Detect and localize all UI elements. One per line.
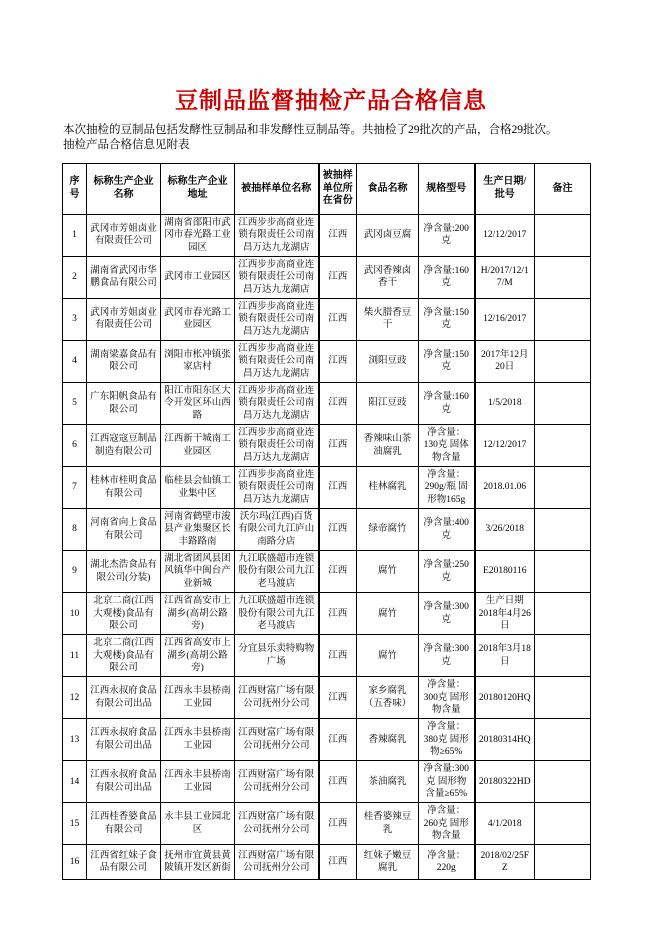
table-cell: 家乡腐乳（五香味） xyxy=(357,677,419,719)
table-cell: 1 xyxy=(63,214,87,256)
table-cell: 分宜县乐卖特购物广场 xyxy=(235,635,319,677)
table-cell xyxy=(535,214,591,256)
header-cell-food-name: 食品名称 xyxy=(357,163,419,214)
table-cell: 江西新干城南工业园区 xyxy=(161,425,235,467)
table-cell: 北京二商(江西大观楼)食品有限公司 xyxy=(87,635,161,677)
table-cell: 江西 xyxy=(319,425,357,467)
table-cell: 江西财富广场有限公司抚州分公司 xyxy=(235,719,319,761)
header-cell-date-batch: 生产日期/批号 xyxy=(475,163,535,214)
table-cell: 沃尔玛(江西)百货有限公司九江庐山南路分店 xyxy=(235,509,319,551)
table-cell: 广东阳帆食品有限公司 xyxy=(87,383,161,425)
table-row xyxy=(63,509,591,551)
table-cell xyxy=(535,256,591,298)
table-cell: 14 xyxy=(63,761,87,803)
table-cell: 3 xyxy=(63,298,87,340)
table-row xyxy=(63,677,591,719)
table-cell: 15 xyxy=(63,803,87,845)
table-cell xyxy=(535,845,591,880)
header-cell-spec: 规格型号 xyxy=(419,163,475,214)
table-cell: 2 xyxy=(63,256,87,298)
table-cell: 江西省红妹子食品有限公司 xyxy=(87,845,161,880)
table-cell: 2018.01.06 xyxy=(475,467,535,509)
table-cell: 江西步步高商业连锁有限责任公司南昌万达九龙湖店 xyxy=(235,340,319,382)
table-cell: 江西永叔府食品有限公司出品 xyxy=(87,719,161,761)
table-body xyxy=(63,214,591,879)
table-cell: 江西永丰县桥南工业园 xyxy=(161,719,235,761)
page-title: 豆制品监督抽检产品合格信息 xyxy=(175,88,487,113)
header-cell-province: 被抽样单位所在省份 xyxy=(319,163,357,214)
table-cell: 江西 xyxy=(319,803,357,845)
table-cell: 江西寇寇豆制品制造有限公司 xyxy=(87,425,161,467)
table-cell: H/2017/12/17/M xyxy=(475,256,535,298)
table-cell: 净含量：220g xyxy=(419,845,475,880)
intro-line-2: 抽检产品合格信息见附表 xyxy=(63,138,190,151)
table-cell: 江西桂香婆食品有限公司 xyxy=(87,803,161,845)
table-cell: 江西财富广场有限公司抚州分公司 xyxy=(235,677,319,719)
table-cell: 20180120HQ xyxy=(475,677,535,719)
table-cell xyxy=(535,593,591,635)
header-cell-producer-name: 标称生产企业名称 xyxy=(87,163,161,214)
table-cell: 红妹子嫩豆腐乳 xyxy=(357,845,419,880)
table-row xyxy=(63,761,591,803)
table-cell: 江西 xyxy=(319,383,357,425)
table-cell: 九江联盛超市连锁股份有限公司九江老马渡店 xyxy=(235,593,319,635)
table-cell: 武冈香辣卤香干 xyxy=(357,256,419,298)
table-cell: 江西 xyxy=(319,593,357,635)
header-cell-serial: 序号 xyxy=(63,163,87,214)
table-cell: 净含量：260克 固形物含量 xyxy=(419,803,475,845)
table-cell: 9 xyxy=(63,551,87,593)
table-row xyxy=(63,214,591,256)
table-row xyxy=(63,467,591,509)
table-cell: 桂林市桂明食品有限公司 xyxy=(87,467,161,509)
table-cell: 永丰县工业园北区 xyxy=(161,803,235,845)
table-cell: 10 xyxy=(63,593,87,635)
table-cell: 江西财富广场有限公司抚州分公司 xyxy=(235,761,319,803)
table-cell: 江西 xyxy=(319,340,357,382)
table-cell: 4/1/2018 xyxy=(475,803,535,845)
table-cell: 12/12/2017 xyxy=(475,214,535,256)
table-cell xyxy=(535,803,591,845)
table-cell: 阳江豆豉 xyxy=(357,383,419,425)
header-cell-remarks: 备注 xyxy=(535,163,591,214)
table-cell: 12 xyxy=(63,677,87,719)
table-cell: 武冈市芳姐卤业有限责任公司 xyxy=(87,214,161,256)
table-cell: 江西永丰县桥南工业园 xyxy=(161,761,235,803)
table-cell xyxy=(535,383,591,425)
table-cell: 江西 xyxy=(319,551,357,593)
table-cell: 腐竹 xyxy=(357,593,419,635)
intro-line-1: 本次抽检的豆制品包括发酵性豆制品和非发酵性豆制品等。共抽检了29批次的产品，合格29批次。 xyxy=(63,124,558,136)
table-cell xyxy=(535,509,591,551)
table-cell: 腐竹 xyxy=(357,551,419,593)
table-cell: 净含量:300克 xyxy=(419,593,475,635)
table-cell: 江西步步高商业连锁有限责任公司南昌万达九龙湖店 xyxy=(235,214,319,256)
table-cell: 江西步步高商业连锁有限责任公司南昌万达九龙湖店 xyxy=(235,383,319,425)
table-row xyxy=(63,256,591,298)
table-cell: 净含量：130克 固体物含量 xyxy=(419,425,475,467)
table-cell: 武冈市春光路工业园区 xyxy=(161,298,235,340)
table-cell: 净含量:160克 xyxy=(419,383,475,425)
table-cell: 净含量：380克 固形物≥65% xyxy=(419,719,475,761)
header-cell-sampled-unit: 被抽样单位名称 xyxy=(235,163,319,214)
table-cell: 浏阳市枨冲镇张家店村 xyxy=(161,340,235,382)
table-cell: 河南省向上食品有限公司 xyxy=(87,509,161,551)
table-cell: 江西 xyxy=(319,719,357,761)
table-cell: 2018年3月18日 xyxy=(475,635,535,677)
table-cell: 茶油腐乳 xyxy=(357,761,419,803)
table-cell: 江西永丰县桥南工业园 xyxy=(161,677,235,719)
table-row xyxy=(63,803,591,845)
table-cell xyxy=(535,551,591,593)
table-cell: 江西永叔府食品有限公司出品 xyxy=(87,677,161,719)
table-cell: 湖南省武冈市华鹏食品有限公司 xyxy=(87,256,161,298)
table-cell: 江西 xyxy=(319,214,357,256)
table-cell: 净含量:150克 xyxy=(419,298,475,340)
table-cell: 江西财富广场有限公司抚州分公司 xyxy=(235,845,319,880)
table-cell xyxy=(535,425,591,467)
table-cell: 湖南省邵阳市武冈市春光路工业园区 xyxy=(161,214,235,256)
header-cell-producer-addr: 标称生产企业地址 xyxy=(161,163,235,214)
table-cell: 江西永叔府食品有限公司出品 xyxy=(87,761,161,803)
table-cell: 净含量:250克 xyxy=(419,551,475,593)
table-cell: 净含量:160克 xyxy=(419,256,475,298)
table-cell: 阳江市阳东区大令开发区环山西路 xyxy=(161,383,235,425)
table-cell: 武冈卤豆腐 xyxy=(357,214,419,256)
table-cell: 江西步步高商业连锁有限责任公司南昌万达九龙湖店 xyxy=(235,256,319,298)
table-cell xyxy=(535,298,591,340)
table-cell: 3/26/2018 xyxy=(475,509,535,551)
table-cell: 湖北省团风县团风镇华中闽台产业新城 xyxy=(161,551,235,593)
table-cell: 绿帝腐竹 xyxy=(357,509,419,551)
table-cell: E20180116 xyxy=(475,551,535,593)
table-cell: 柴火腊香豆干 xyxy=(357,298,419,340)
table-cell: 净含量:150克 xyxy=(419,340,475,382)
table-cell xyxy=(535,677,591,719)
table-cell: 香辣味山茶油腐乳 xyxy=(357,425,419,467)
table-cell: 1/5/2018 xyxy=(475,383,535,425)
header-row xyxy=(63,163,591,214)
table-cell: 湖南梁嘉食品有限公司 xyxy=(87,340,161,382)
table-cell: 湖北杰浩食品有限公司(分装) xyxy=(87,551,161,593)
table-cell: 生产日期2018年4月26日 xyxy=(475,593,535,635)
table-cell: 江西 xyxy=(319,467,357,509)
table-cell: 香辣腐乳 xyxy=(357,719,419,761)
table-cell: 江西步步高商业连锁有限责任公司南昌万达九龙湖店 xyxy=(235,425,319,467)
table-cell xyxy=(535,635,591,677)
table-row xyxy=(63,340,591,382)
table-cell: 净含量：290g/瓶 固形物165g xyxy=(419,467,475,509)
table-cell: 12/12/2017 xyxy=(475,425,535,467)
table-cell xyxy=(535,340,591,382)
table-cell: 16 xyxy=(63,845,87,880)
table-cell: 20180314HQ xyxy=(475,719,535,761)
table-cell xyxy=(535,761,591,803)
table-cell: 北京二商(江西大观楼)食品有限公司 xyxy=(87,593,161,635)
table-cell: 武冈市芳姐卤业有限责任公司 xyxy=(87,298,161,340)
table-cell: 江西省高安市上湖乡(高胡公路旁) xyxy=(161,593,235,635)
table-cell: 净含量:300克 xyxy=(419,635,475,677)
table-row xyxy=(63,551,591,593)
table-cell: 2017年12月20日 xyxy=(475,340,535,382)
table-cell: 12/16/2017 xyxy=(475,298,535,340)
intro-paragraph xyxy=(63,123,592,153)
table-row xyxy=(63,593,591,635)
table-cell xyxy=(535,719,591,761)
table-cell: 江西省高安市上湖乡(高胡公路旁) xyxy=(161,635,235,677)
table-cell: 江西 xyxy=(319,761,357,803)
table-row xyxy=(63,719,591,761)
table-cell: 13 xyxy=(63,719,87,761)
table-cell: 桂香婆辣豆乳 xyxy=(357,803,419,845)
table-cell xyxy=(535,467,591,509)
table-cell: 江西 xyxy=(319,256,357,298)
table-cell: 江西 xyxy=(319,298,357,340)
table-cell: 武冈市工业园区 xyxy=(161,256,235,298)
table-cell: 2018/02/25FZ xyxy=(475,845,535,880)
table-cell: 浏阳豆豉 xyxy=(357,340,419,382)
table-cell: 江西步步高商业连锁有限责任公司南昌万达九龙湖店 xyxy=(235,467,319,509)
table-cell: 5 xyxy=(63,383,87,425)
table-cell: 4 xyxy=(63,340,87,382)
table-row xyxy=(63,298,591,340)
table-cell: 江西 xyxy=(319,677,357,719)
table-cell: 8 xyxy=(63,509,87,551)
table-cell: 20180322HD xyxy=(475,761,535,803)
table-row xyxy=(63,425,591,467)
table-row xyxy=(63,383,591,425)
table-cell: 桂林腐乳 xyxy=(357,467,419,509)
table-cell: 6 xyxy=(63,425,87,467)
table-row xyxy=(63,845,591,880)
table-cell: 临桂县会仙镇工业集中区 xyxy=(161,467,235,509)
table-cell: 抚州市宜黄县黄陂镇开发区新街 xyxy=(161,845,235,880)
table-cell: 净含量:400克 xyxy=(419,509,475,551)
table-cell: 腐竹 xyxy=(357,635,419,677)
table-cell: 净含量:300克 固形物含量≥65% xyxy=(419,761,475,803)
table-cell: 11 xyxy=(63,635,87,677)
table-cell: 净含量：300克 固形物含量 xyxy=(419,677,475,719)
table-cell: 九江联盛超市连锁股份有限公司九江老马渡店 xyxy=(235,551,319,593)
table-cell: 江西 xyxy=(319,635,357,677)
table-cell: 净含量:200克 xyxy=(419,214,475,256)
table-cell: 江西财富广场有限公司抚州分公司 xyxy=(235,803,319,845)
table-cell: 江西 xyxy=(319,509,357,551)
products-table xyxy=(62,163,591,880)
table-cell: 江西步步高商业连锁有限责任公司南昌万达九龙湖店 xyxy=(235,298,319,340)
table-cell: 江西 xyxy=(319,845,357,880)
table-cell: 河南省鹤壁市浚县产业集聚区长丰路路南 xyxy=(161,509,235,551)
table-row xyxy=(63,635,591,677)
table-cell: 7 xyxy=(63,467,87,509)
